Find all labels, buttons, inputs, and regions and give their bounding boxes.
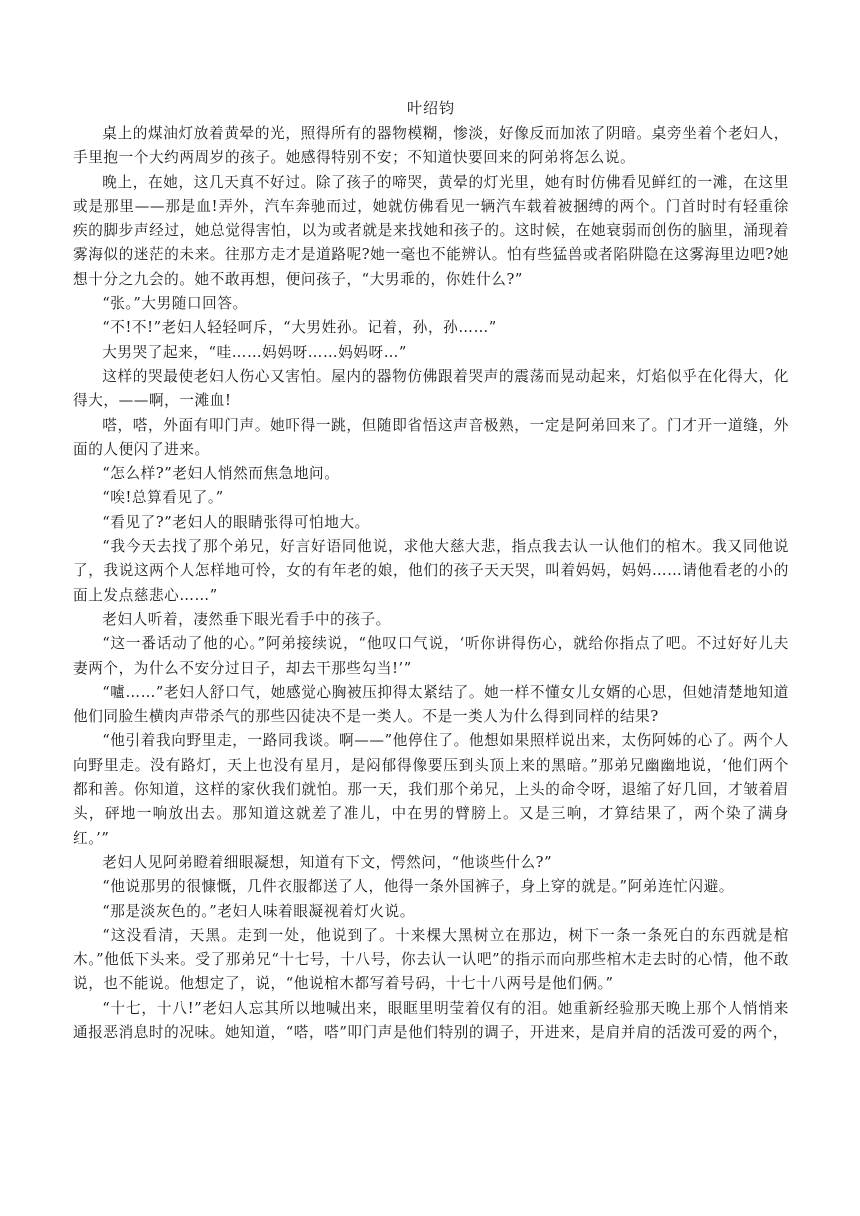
paragraph: 老妇人见阿弟瞪着细眼凝想，知道有下文，愕然问，“他谈些什么?” <box>102 853 553 871</box>
paragraph: “嚧……”老妇人舒口气，她感觉心胸被压抑得太紧结了。她一样不懂女儿女婿的心思，但她清楚地知道他们同脸生横肉声带杀气的那些囚徒决不是一类人。不是一类人为什么得到同样的结果? <box>73 683 789 726</box>
paragraph: 大男哭了起来，“哇……妈妈呀……妈妈呀…” <box>102 343 407 361</box>
paragraph: “唉!总算看见了。” <box>102 489 224 507</box>
paragraph: “他引着我向野里走，一路同我谈。啊——”他停住了。他想如果照样说出来，太伤阿姊的心了。两个人向野里走。没有路灯，天上也没有星月，是闷郁得像要压到头顶上来的黑暗。”那弟兄幽幽地说，‘他们两个都和善。你知道，这样的家伙我们就怕。那一天，我们那个弟兄，上头的命令呀，退缩了好几回，才皱着眉头，砰地一响放出去。那知道这就差了准儿，中在男的臂膀上。又是三响，才算结果了，两个染了满身红。’” <box>73 732 789 847</box>
paragraph: “怎么样?”老妇人悄然而焦急地问。 <box>102 465 340 483</box>
paragraph: “这一番话动了他的心。”阿弟接续说，“他叹口气说，‘听你讲得伤心，就给你指点了吧。不过好好儿夫妻两个，为什么不安分过日子，却去干那些勾当!’” <box>73 635 789 677</box>
paragraph: 老妇人听着，凄然垂下眼光看手中的孩子。 <box>102 610 391 628</box>
paragraph: “这没看清，天黑。走到一处，他说到了。十来棵大黑树立在那边，树下一条一条死白的东西就是棺木。”他低下头来。受了那弟兄“十七号，十八号，你去认一认吧”的指示而向那些棺木走去时的心情，他不敢说，也不能说。他想定了，说，“他说棺木都写着号码，十七十八两号是他们俩。” <box>73 926 789 993</box>
paragraph: “他说那男的很慷慨，几件衣服都送了人，他得一条外国裤子，身上穿的就是。”阿弟连忙闪避。 <box>102 878 734 896</box>
paragraph: “张。”大男随口回答。 <box>102 295 248 313</box>
paragraph: 桌上的煤油灯放着黄晕的光，照得所有的器物模糊，惨淡，好像反而加浓了阴暗。桌旁坐着个老妇人，手里抱一个大约两周岁的孩子。她感得特别不安；不知道快要回来的阿弟将怎么说。 <box>73 125 789 167</box>
body-text <box>73 122 789 1045</box>
paragraph: “不!不!”老妇人轻轻呵斥，“大男姓孙。记着，孙，孙……” <box>102 319 497 337</box>
author-name: 叶绍钧 <box>406 99 455 117</box>
document-page <box>73 96 789 1045</box>
paragraph: “那是淡灰色的。”老妇人味着眼凝视着灯火说。 <box>102 902 415 920</box>
paragraph: “看见了?”老妇人的眼睛张得可怕地大。 <box>102 513 370 531</box>
paragraph: 这样的哭最使老妇人伤心又害怕。屋内的器物仿佛跟着哭声的震荡而晃动起来，灯焰似乎在化得大，化得大，——啊，一滩血! <box>73 367 789 410</box>
paragraph: “十七，十八!”老妇人忘其所以地喊出来，眼眶里明莹着仅有的泪。她重新经验那天晚上那个人悄悄来通报恶消息时的况味。她知道，“嗒，嗒”叩门声是他们特别的调子，开进来，是肩并肩的活泼可爱的两个， <box>73 999 789 1041</box>
paragraph: 晚上，在她，这几天真不好过。除了孩子的啼哭，黄晕的灯光里，她有时仿佛看见鲜红的一滩，在这里或是那里——那是血!弄外，汽车奔驰而过，她就仿佛看见一辆汽车载着被捆缚的两个。门首时时有轻重徐疾的脚步声经过，她总觉得害怕，以为或者就是来找她和孩子的。这时候，在她衰弱而创伤的脑里，涌现着雾海似的迷茫的未来。往那方走才是道路呢?她一毫也不能辨认。怕有些猛兽或者陷阱隐在这雾海里边吧?她想十分之九会的。她不敢再想，便问孩子，“大男乖的，你姓什么?” <box>73 173 789 288</box>
paragraph: “我今天去找了那个弟兄，好言好语同他说，求他大慈大悲，指点我去认一认他们的棺木。我又同他说了，我说这两个人怎样地可怜，女的有年老的娘，他们的孩子天天哭，叫着妈妈，妈妈……请他看老的小的面上发点慈悲心……” <box>73 538 789 604</box>
paragraph: 嗒，嗒，外面有叩门声。她吓得一跳，但随即省悟这声音极熟，一定是阿弟回来了。门才开一道缝，外面的人便闪了进来。 <box>73 416 789 458</box>
